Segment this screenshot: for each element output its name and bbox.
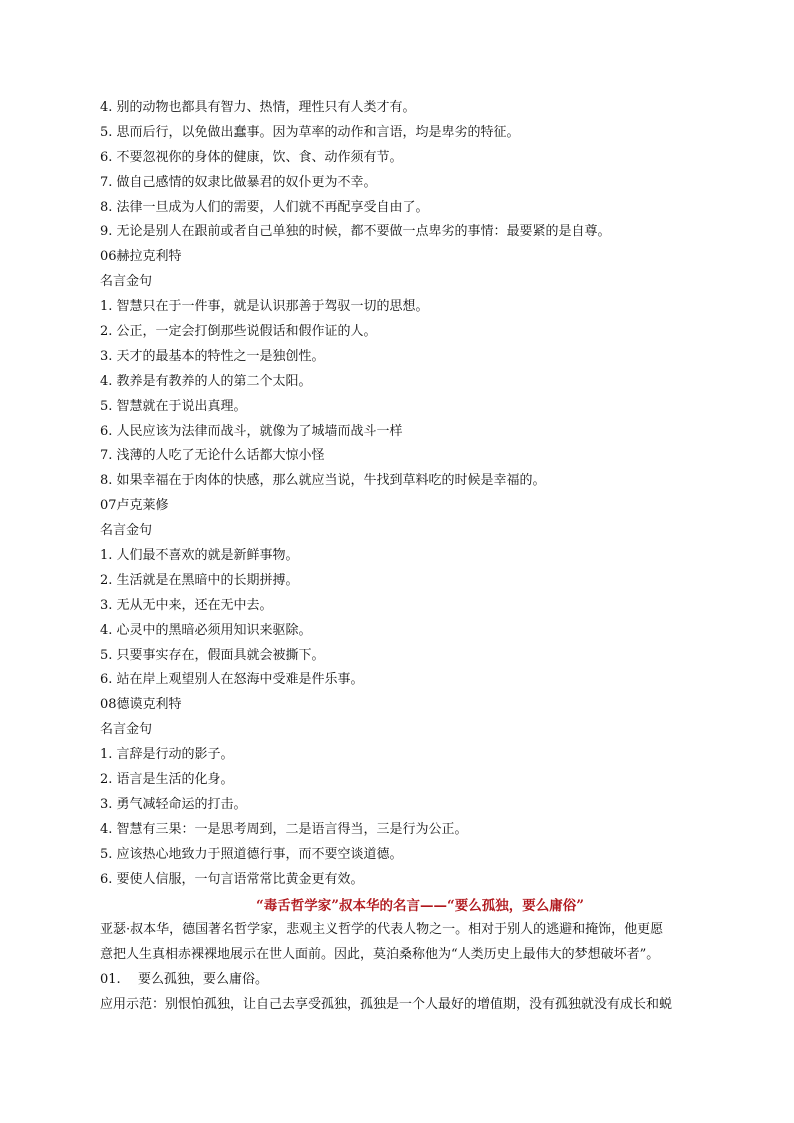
section-heading-lucretius: 07卢克莱修: [100, 498, 169, 514]
text-line: 6. 站在岸上观望别人在怒海中受难是件乐事。: [100, 672, 364, 688]
text-line: 7. 做自己感情的奴隶比做暴君的奴仆更为不幸。: [100, 174, 377, 190]
text-line: 8. 如果幸福在于肉体的快感，那么就应当说，牛找到草料吃的时候是幸福的。: [100, 473, 546, 489]
text-line: 7. 浅薄的人吃了无论什么话都大惊小怪: [100, 448, 325, 464]
quote-text: 要么孤独，要么庸俗。: [138, 972, 269, 987]
subheading-quotes: 名言金句: [100, 722, 153, 738]
text-line: 3. 勇气减轻命运的打击。: [100, 796, 247, 812]
text-line: 2. 生活就是在黑暗中的长期拼搏。: [100, 572, 299, 588]
subheading-quotes: 名言金句: [100, 274, 153, 290]
text-line: 2. 公正，一定会打倒那些说假话和假作证的人。: [100, 324, 377, 340]
text-line: 9. 无论是别人在跟前或者自己单独的时候，都不要做一点卑劣的事情：最要紧的是自尊。: [100, 224, 611, 240]
text-line: 8. 法律一旦成为人们的需要，人们就不再配享受自由了。: [100, 199, 429, 215]
quote-list: [100, 96, 740, 893]
text-line: 2. 语言是生活的化身。: [100, 772, 234, 788]
intro-line: 意把人生真相赤裸裸地展示在世人面前。因此，莫泊桑称他为“人类历史上最伟大的梦想破坏者”。: [100, 946, 660, 962]
text-line: 4. 教养是有教养的人的第二个太阳。: [100, 373, 312, 389]
section-heading-heraclitus: 06赫拉克利特: [100, 249, 182, 265]
text-line: 6. 人民应该为法律而战斗，就像为了城墙而战斗一样: [100, 423, 403, 439]
text-line: 5. 思而后行，以免做出蠢事。因为草率的动作和言语，均是卑劣的特征。: [100, 124, 520, 140]
text-line: 5. 应该热心地致力于照道德行事，而不要空谈道德。: [100, 846, 403, 862]
text-line: 3. 天才的最基本的特性之一是独创性。: [100, 348, 325, 364]
intro-line: 亚瑟·叔本华，德国著名哲学家，悲观主义哲学的代表人物之一。相对于别人的逃避和掩饰，他更愿: [100, 922, 664, 937]
text-line: 4. 智慧有三果：一是思考周到，二是语言得当，三是行为公正。: [100, 821, 468, 837]
quote-item-01: [100, 968, 740, 993]
text-line: 5. 智慧就在于说出真理。: [100, 398, 247, 414]
text-line: 6. 要使人信服，一句言语常常比黄金更有效。: [100, 871, 364, 887]
text-line: 1. 言辞是行动的影子。: [100, 747, 234, 763]
subheading-quotes: 名言金句: [100, 523, 153, 539]
schopenhauer-intro-paragraph: [100, 918, 740, 967]
schopenhauer-section-title: “毒舌哲学家”叔本华的名言——“要么孤独，要么庸俗”: [255, 898, 585, 914]
text-line: 5. 只要事实存在，假面具就会被撕下。: [100, 647, 325, 663]
text-line: 1. 智慧只在于一件事，就是认识那善于驾驭一切的思想。: [100, 299, 429, 315]
text-line: 1. 人们最不喜欢的就是新鲜事物。: [100, 548, 299, 564]
quote-number: 01.: [100, 972, 121, 987]
text-line: 4. 别的动物也都具有智力、热情，理性只有人类才有。: [100, 100, 416, 115]
text-line: 3. 无从无中来，还在无中去。: [100, 597, 273, 613]
text-line: 6. 不要忽视你的身体的健康，饮、食、动作须有节。: [100, 149, 403, 165]
section-heading-democritus: 08德谟克利特: [100, 697, 182, 713]
text-line: 4. 心灵中的黑暗必须用知识来驱除。: [100, 622, 312, 638]
usage-example-line: 应用示范：别恨怕孤独，让自己去享受孤独，孤独是一个人最好的增值期，没有孤独就没有成长和蜕: [100, 997, 673, 1012]
